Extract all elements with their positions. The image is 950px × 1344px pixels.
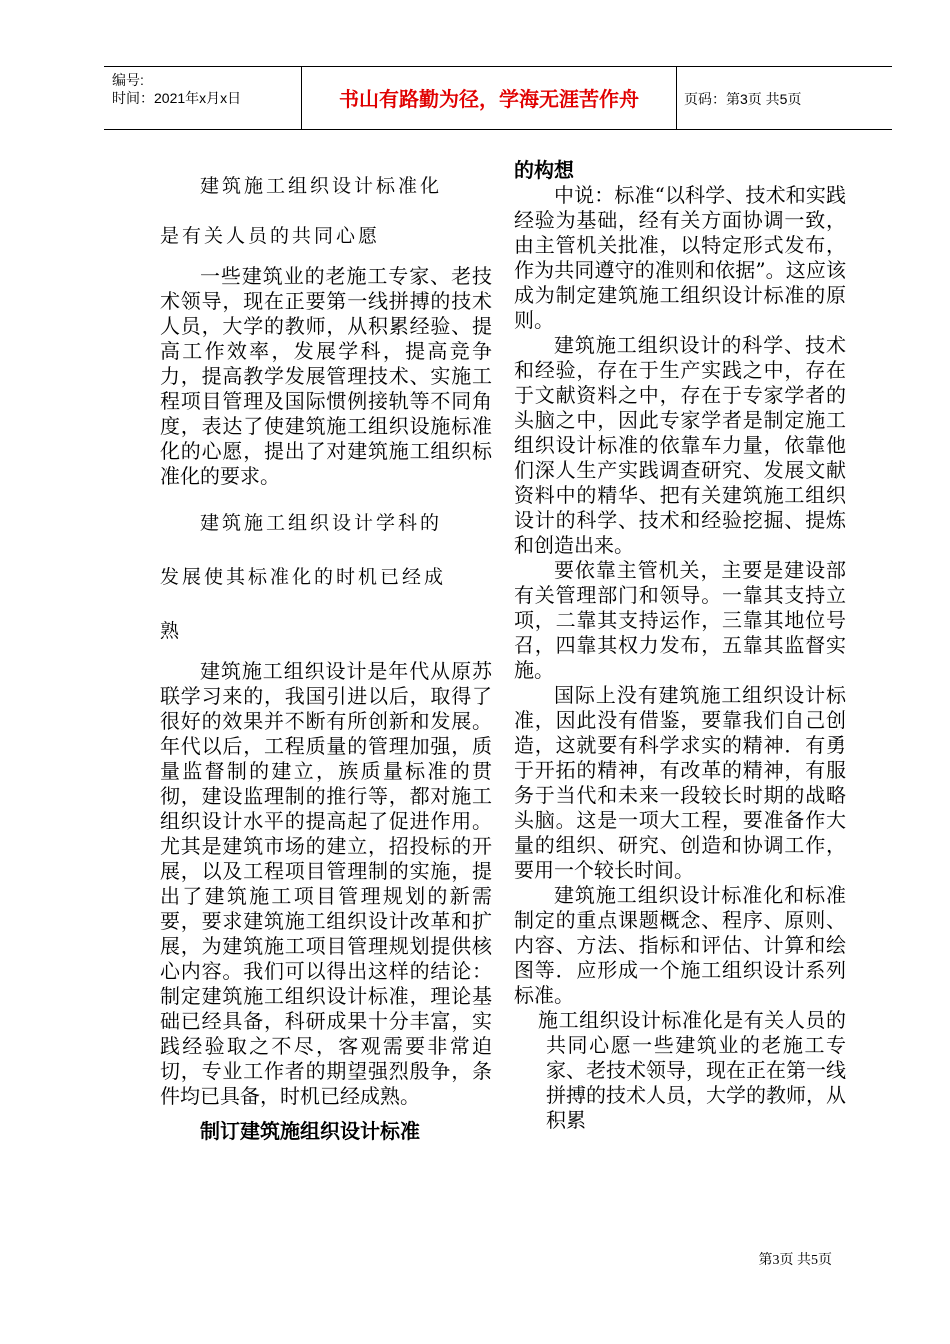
- body-paragraph: 要依靠主管机关，主要是建设部有关管理部门和领导。一靠其支持立项，二靠其支持运作，三靠其地位号召，四靠其权力发布，五靠其监督实施。: [514, 558, 846, 682]
- section-heading: 熟: [160, 620, 183, 642]
- header-meta: [112, 71, 241, 107]
- body-paragraph: 一些建筑业的老施工专家、老技术领导，现在正要第一线拼搏的技术人员，大学的教师，从积累经验、提高工作效率，发展学科，提高竞争力，提高教学发展管理技术、实施工程项目管理及国际惯例接轨等不同角度，表达了使建筑施工组织设施标准化的心愿，提出了对建筑施工组织标准化的要求。: [160, 264, 492, 488]
- page-header: [104, 66, 892, 130]
- section-heading: 是有关人员的共同心愿: [160, 225, 381, 247]
- section-heading: 建筑施工组织设计标准化: [200, 175, 443, 197]
- body-paragraph: 国际上没有建筑施工组织设计标准，因此没有借鉴，要靠我们自己创造，这就要有科学求实的精神．有勇于开拓的精神，有改革的精神，有服务于当代和未来一段较长时期的战略头脑。这是一项大工程，要准备作大量的组织、研究、创造和协调工作，要用一个较长时间。: [514, 683, 846, 882]
- section-heading: 发展使其标准化的时机已经成: [160, 566, 447, 588]
- body-paragraph: 建筑施工组织设计的科学、技术和经验，存在于生产实践之中，存在于文献资料之中，存在于专家学者的头脑之中，因此专家学者是制定施工组织设计标准的依靠车力量，依靠他们深人生产实践调查研究、发展文献资料中的精华、把有关建筑施工组织设计的科学、技术和经验挖掘、提炼和创造出来。: [514, 333, 846, 557]
- section-heading: 的构想: [514, 158, 574, 182]
- text-column-right: [514, 158, 846, 1133]
- section-heading: 制订建筑施组织设计标准: [200, 1119, 420, 1143]
- body-paragraph: 施工组织设计标准化是有关人员的共同心愿一些建筑业的老施工专家、老技术领导，现在正在第一线拼搏的技术人员，大学的教师，从积累: [538, 1008, 846, 1132]
- page-footer: 第3页 共5页: [758, 1253, 832, 1268]
- section-heading: 建筑施工组织设计学科的: [200, 512, 443, 534]
- header-page-info: 页码：第3页 共5页: [684, 91, 802, 107]
- header-motto: 书山有路勤为径，学海无涯苦作舟: [339, 87, 639, 111]
- document-time-label: 时间：2021年x月x日: [112, 90, 242, 106]
- body-paragraph: 建筑施工组织设计标准化和标准制定的重点课题概念、程序、原则、内容、方法、指标和评估、计算和绘图等．应形成一个施工组织设计系列标准。: [514, 883, 846, 1007]
- body-paragraph: 中说：标准“以科学、技术和实践经验为基础，经有关方面协调一致，由主管机关批准，以特定形式发布，作为共同遵守的准则和依据”。这应该成为制定建筑施工组织设计标准的原则。: [514, 183, 846, 332]
- body-paragraph: 建筑施工组织设计是年代从原苏联学习来的，我国引进以后，取得了很好的效果并不断有所创新和发展。年代以后，工程质量的管理加强，质量监督制的建立，族质量标准的贯彻，建设监理制的推行等，都对施工组织设计水平的提高起了促进作用。尤其是建筑市场的建立，招投标的开展，以及工程项目管理制的实施，提出了建筑施工项目管理规划的新需要，要求建筑施工组织设计改革和扩展，为建筑施工项目管理规划提供核心内容。我们可以得出这样的结论：制定建筑施工组织设计标准，理论基础已经具备，科研成果十分丰富，实践经验取之不尽，客观需要非常迫切，专业工作者的期望强烈殷争，条件均已具备，时机已经成熟。: [160, 659, 492, 1108]
- document-number-label: 编号:: [112, 72, 144, 88]
- text-column-left: [160, 158, 492, 1144]
- header-divider: [676, 67, 677, 129]
